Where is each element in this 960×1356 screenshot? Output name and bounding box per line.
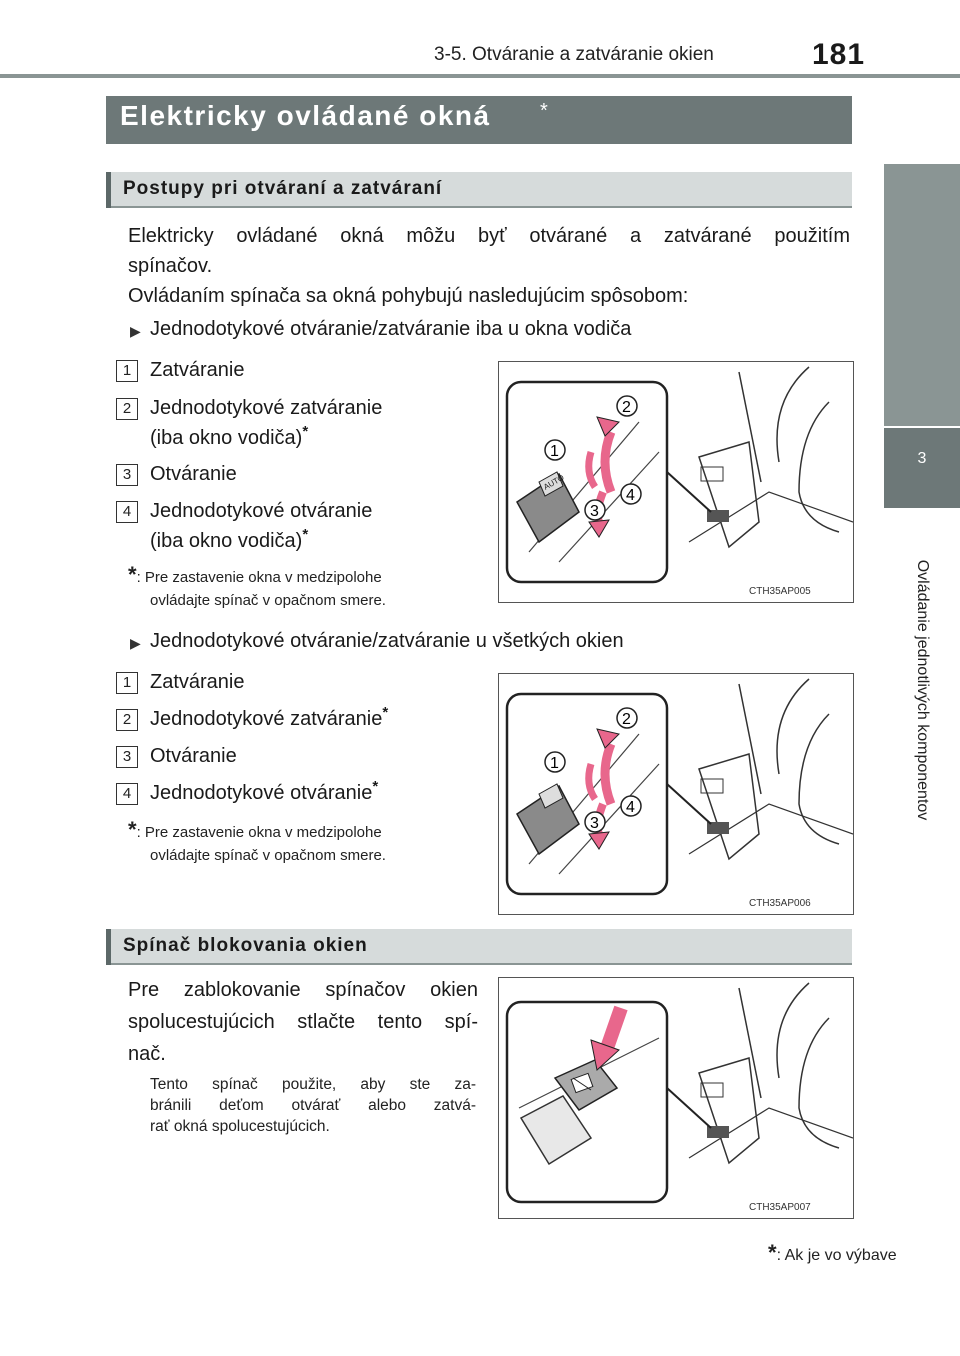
section2-heading: Spínač blokovania okien (123, 935, 368, 956)
intro-line-2: spínačov. (128, 255, 213, 277)
section2-heading-accent (106, 929, 111, 965)
item-b-number: 2 (116, 709, 138, 731)
item-a-text: Zatváranie (150, 359, 245, 381)
figure-b-window-switch (498, 673, 854, 915)
svg-text:2: 2 (622, 399, 631, 416)
asterisk-icon: * (128, 817, 137, 842)
item-a-number: 4 (116, 501, 138, 523)
item-b-text: Zatváranie (150, 671, 245, 693)
title-asterisk-icon: * (540, 100, 548, 122)
item-b-number: 4 (116, 783, 138, 805)
asterisk-icon: * (128, 562, 137, 587)
section2-para-line-3: nač. (128, 1043, 166, 1065)
item-b-number: 3 (116, 746, 138, 768)
svg-text:2: 2 (622, 711, 631, 728)
asterisk-icon: * (302, 526, 309, 543)
item-a-text-line2: (iba okno vodiča)* (150, 526, 309, 552)
item-a-number: 3 (116, 464, 138, 486)
header-rule (0, 74, 960, 78)
section1-heading-accent (106, 172, 111, 208)
asterisk-icon: * (768, 1240, 777, 1265)
bullet-a-text: Jednodotykové otváranie/zatváranie iba u okna vodiča (150, 318, 632, 340)
svg-text:4: 4 (626, 487, 635, 504)
section2-para-line-1: Pre zablokovanie spínačov okien (128, 979, 478, 1001)
bullet-b-text: Jednodotykové otváranie/zatváranie u všetkých okien (150, 630, 624, 652)
item-b-text-row: Jednodotykové otváranie* (150, 778, 379, 804)
section2-note-line-1: Tento spínač použite, aby ste za- (150, 1076, 476, 1093)
svg-text:3: 3 (590, 815, 599, 832)
asterisk-icon: * (302, 423, 309, 440)
item-a-text: Jednodotykové zatváranie (150, 397, 383, 419)
svg-text:AUTO: AUTO (542, 472, 566, 492)
section1-heading: Postupy pri otváraní a zatváraní (123, 178, 443, 199)
item-b-text: Otváranie (150, 745, 237, 767)
intro-line-1: Elektricky ovládané okná môžu byť otvárané a zatvárané použitím (128, 225, 850, 247)
item-a-text: Jednodotykové otváranie (150, 500, 373, 522)
footer-note: *: Ak je vo výbave (768, 1240, 897, 1265)
svg-text:4: 4 (626, 799, 635, 816)
header-section-title: 3-5. Otváranie a zatváranie okien (434, 44, 714, 65)
chapter-label: Ovládanie jednotlivých komponentov (914, 559, 931, 821)
note-b: *: Pre zastavenie okna v medzipolohe (128, 817, 382, 842)
figure-c-lock-switch (498, 977, 854, 1219)
figure-a-window-switch (498, 361, 854, 603)
item-b-number: 1 (116, 672, 138, 694)
chapter-number: 3 (917, 450, 927, 467)
item-b-text-row: Jednodotykové zatváranie* (150, 704, 389, 730)
triangle-bullet-icon: ▶ (130, 635, 141, 651)
note-b-line2: ovládajte spínač v opačnom smere. (150, 847, 386, 864)
svg-text:1: 1 (550, 755, 559, 772)
asterisk-icon: * (372, 778, 379, 795)
asterisk-icon: * (382, 704, 389, 721)
figure-a-code: CTH35AP005 (749, 586, 811, 597)
page-title: Elektricky ovládané okná (120, 100, 491, 131)
figure-c-code: CTH35AP007 (749, 1202, 811, 1213)
figure-b-code: CTH35AP006 (749, 898, 811, 909)
section2-para-line-2: spolucestujúcich stlačte tento spí- (128, 1011, 478, 1033)
triangle-bullet-icon: ▶ (130, 323, 141, 339)
page-number: 181 (812, 38, 866, 71)
intro-line-3: Ovládaním spínača sa okná pohybujú nasledujúcim spôsobom: (128, 285, 689, 307)
item-a-text: Otváranie (150, 463, 237, 485)
item-a-number: 2 (116, 398, 138, 420)
svg-text:3: 3 (590, 503, 599, 520)
window-switch-illustration (499, 362, 853, 602)
note-a: *: Pre zastavenie okna v medzipolohe (128, 562, 382, 587)
section2-note-line-3: rať okná spolucestujúcich. (150, 1118, 330, 1135)
svg-text:1: 1 (550, 443, 559, 460)
note-a-line2: ovládajte spínač v opačnom smere. (150, 592, 386, 609)
item-a-number: 1 (116, 360, 138, 382)
item-a-text-line2: (iba okno vodiča)* (150, 423, 309, 449)
lock-switch-illustration (499, 978, 853, 1218)
section2-note-line-2: bránili deťom otvárať alebo zatvá- (150, 1097, 476, 1114)
side-tab-upper (884, 164, 960, 426)
